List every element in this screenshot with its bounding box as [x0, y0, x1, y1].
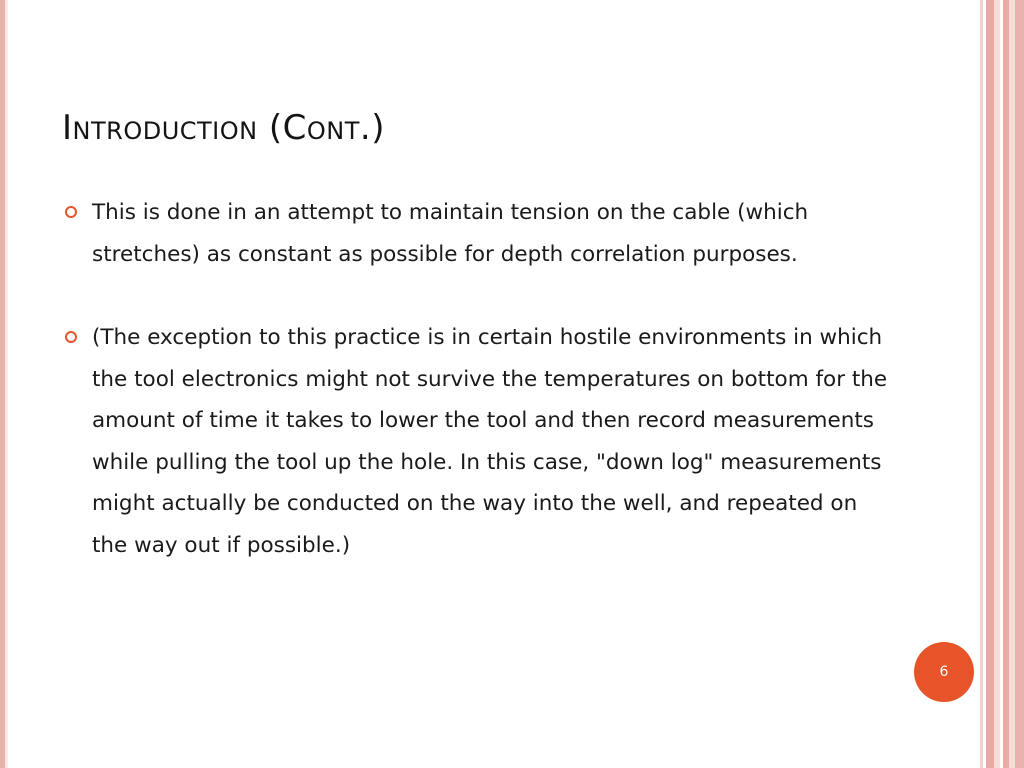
left-border-inner-bar: [5, 0, 8, 768]
bullet-item: [62, 192, 892, 275]
ring-bullet-icon: [65, 206, 77, 218]
right-border-bar-3: [994, 0, 1000, 768]
bullet-text: (The exception to this practice is in certain hostile environments in which the tool electronics might not survive the temperatures on bottom for the amount of time it takes to lower the tool and then record measurements while pulling the tool up the hole. In this case, "down log" measurements might actually be conducted on the way into the well, and repeated on the way out if possible.): [92, 325, 888, 558]
page-number-badge: [914, 642, 974, 702]
bullet-text: This is done in an attempt to maintain tension on the cable (which stretches) as constant as possible for depth correlation purposes.: [92, 200, 809, 267]
slide-title: Introduction (Cont.): [62, 108, 385, 148]
right-border-bar-1: [980, 0, 983, 768]
right-border-bar-2: [986, 0, 994, 768]
bullet-list: [62, 192, 892, 566]
ring-bullet-icon: [65, 331, 77, 343]
page-number: 6: [939, 664, 949, 680]
right-border-bar-6: [1015, 0, 1024, 768]
bullet-item: [62, 317, 892, 566]
